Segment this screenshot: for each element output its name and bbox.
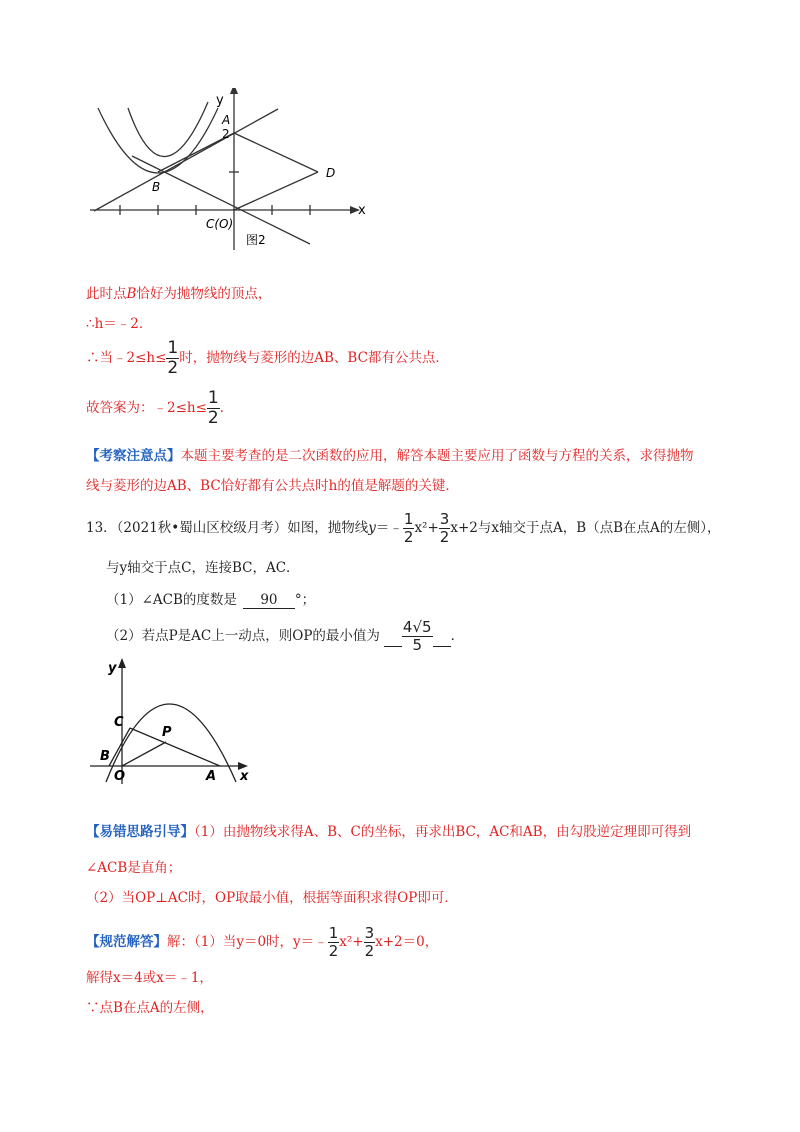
- q13-x2: x²+: [414, 520, 439, 536]
- q13-frac-2: [439, 512, 451, 545]
- half-den: 2: [167, 358, 179, 378]
- fig2-caption: 图2: [246, 233, 266, 247]
- figure-13: [88, 656, 268, 790]
- sol12-line1: [86, 282, 271, 302]
- fig13-point-c: C: [114, 715, 124, 730]
- q13-part1-answer: 90: [243, 592, 295, 609]
- fig2-y-label: y: [216, 93, 224, 108]
- fig13-x-label: x: [240, 769, 249, 784]
- half-num: 1: [167, 338, 179, 358]
- answer-line2: 解得x＝4或x＝﹣1，: [86, 970, 213, 986]
- q13-part1-post: °；: [294, 592, 316, 608]
- q13-stem-pre: 13．（2021秋•蜀山区校级月考）如图，抛物线: [86, 520, 369, 536]
- q13-part1-pre: （1）∠ACB的度数是: [106, 592, 237, 608]
- sol12-line3: [86, 340, 449, 377]
- answer-frac1-den: 2: [328, 942, 339, 960]
- sol12-line3-post: 时，抛物线与菱形的边AB、BC都有公共点．: [179, 350, 449, 366]
- answer-line1-mid: x²+: [339, 934, 364, 950]
- answer-frac1-num: 1: [328, 924, 339, 942]
- note-text-1: 本题主要考查的是二次函数的应用，解答本题主要应用了函数与方程的关系，求得抛物: [180, 448, 694, 464]
- sol12-line3-pre: ∴当﹣2≤h≤: [86, 350, 167, 366]
- fig2-point-b: B: [152, 180, 161, 194]
- q13-stem-line2: 与y轴交于点C，连接BC，AC．: [106, 560, 300, 576]
- q13-part2: [106, 620, 464, 653]
- answer-frac2-num: 3: [364, 924, 375, 942]
- fig2-point-a: A: [222, 113, 231, 127]
- answer-line3: ∵点B在点A的左侧，: [86, 1000, 214, 1016]
- fig13-point-o: O: [114, 769, 126, 784]
- sol12-line4-pre: 故答案为：﹣2≤h≤: [86, 400, 207, 416]
- q13-frac-1: [403, 512, 415, 545]
- sol12-line1-post: 恰好为抛物线的顶点，: [136, 286, 272, 302]
- sol12-line1-b: B: [126, 286, 137, 302]
- q13-frac1-den: 2: [403, 528, 414, 546]
- answer-line1-pre: 解：（1）当y＝0时，y＝﹣: [167, 934, 328, 950]
- guide-line2: ∠ACB是直角；: [86, 860, 182, 876]
- q13-part2-fraction: [402, 620, 433, 653]
- fig13-point-a: A: [206, 769, 217, 784]
- answer-line1-post: x+2＝0，: [375, 934, 439, 950]
- q13-part2-den: 5: [412, 636, 422, 654]
- answer-frac2-den: 2: [364, 942, 375, 960]
- fig13-y-label: y: [108, 661, 117, 676]
- q13-frac1-num: 1: [403, 510, 414, 528]
- sol12-line2: ∴h＝﹣2．: [86, 316, 153, 332]
- figure-2: [88, 88, 378, 258]
- q13-stem: [86, 512, 721, 545]
- q13-part1: [106, 588, 315, 609]
- fig13-point-b: B: [100, 749, 110, 764]
- q13-part2-num: 4√5: [402, 618, 432, 636]
- half-den-2: 2: [207, 408, 219, 428]
- answer-frac-1: [328, 926, 340, 959]
- answer-line1: [86, 926, 438, 959]
- q13-stem-eq: ＝﹣: [375, 520, 403, 536]
- guide-tag: 【易错思路引导】: [86, 824, 194, 840]
- q13-stem-y: y: [368, 520, 376, 536]
- fig2-point-d: D: [326, 166, 336, 180]
- q13-frac2-num: 3: [439, 510, 450, 528]
- sol12-line4: [86, 390, 233, 427]
- guide-text-1: （1）由抛物线求得A、B、C的坐标，再求出BC，AC和AB，由勾股逆定理即可得到: [194, 824, 692, 840]
- q13-stem-post: x+2与x轴交于点A，B（点B在点A的左侧），: [450, 520, 721, 536]
- guide-line1: [86, 820, 691, 840]
- q13-frac2-den: 2: [439, 528, 450, 546]
- fig2-x-label: x: [358, 203, 366, 218]
- half-fraction: [166, 340, 179, 377]
- fig2-point-c: C(O): [206, 217, 234, 231]
- sol12-line4-post: ．: [219, 400, 234, 416]
- note-line1: [86, 444, 694, 464]
- half-fraction-2: [207, 390, 220, 427]
- sol12-line1-pre: 此时点: [86, 286, 127, 302]
- half-num-2: 1: [207, 388, 219, 408]
- fig2-value-2: 2: [222, 127, 230, 141]
- q13-part2-post: ．: [450, 628, 465, 644]
- guide-line3: （2）当OP⊥AC时，OP取最小值，根据等面积求得OP即可．: [86, 890, 458, 906]
- q13-part2-pre: （2）若点P是AC上一动点，则OP的最小值为: [106, 628, 380, 644]
- note-tag: 【考察注意点】: [86, 448, 181, 464]
- answer-tag: 【规范解答】: [86, 934, 167, 950]
- note-line2: 线与菱形的边AB、BC恰好都有公共点时h的值是解题的关键．: [86, 478, 459, 494]
- answer-frac-2: [364, 926, 376, 959]
- fig13-point-p: P: [162, 725, 172, 740]
